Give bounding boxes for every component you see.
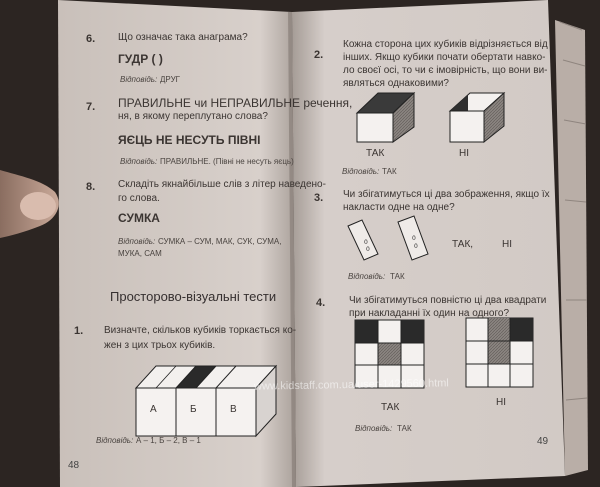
- q4-number: 4.: [316, 297, 326, 309]
- q6-number: 6.: [86, 33, 96, 45]
- q3-number: 3.: [314, 192, 324, 204]
- cube-face-a: А: [150, 404, 157, 415]
- q6-anagram: ГУДР ( ): [118, 52, 163, 66]
- section-title: Просторово-візуальні тести: [110, 289, 277, 304]
- q3-line2: накласти одне на одне?: [343, 202, 455, 213]
- q4-right-label: НІ: [496, 397, 506, 408]
- q7-answer-label: Відповідь:: [120, 157, 158, 166]
- q8-answer-label: Відповідь:: [118, 237, 156, 246]
- q2-right-label: НІ: [459, 148, 469, 159]
- q4-answer-label: Відповідь:: [355, 424, 393, 433]
- svg-text:0: 0: [366, 246, 370, 253]
- q8-line1: Складіть якнайбільше слів з літер наведено-: [118, 179, 326, 190]
- q7-phrase: ЯЄЦЬ НЕ НЕСУТЬ ПІВНІ: [118, 133, 261, 147]
- q1-line1: Визначте, скільков кубиків торкається ко-: [104, 325, 297, 336]
- q3-answer-label: Відповідь:: [348, 272, 386, 281]
- q2-line1: Кожна сторона цих кубиків відрізняється від: [343, 39, 548, 50]
- q3-answer: ТАК: [390, 272, 405, 281]
- q3-line1: Чи збігатимуться ці два зображення, якщо їх: [343, 189, 550, 200]
- q2-line2: інших. Якщо кубики почати обертати навко-: [343, 52, 546, 63]
- q3-choice-no: НІ: [502, 239, 512, 250]
- q7-line1: ПРАВИЛЬНЕ чи НЕПРАВИЛЬНЕ речення,: [118, 96, 353, 110]
- q1-answer-label: Відповідь:: [96, 436, 134, 445]
- q2-number: 2.: [314, 49, 324, 61]
- q7-line2: ня, в якому переплутано слова?: [118, 111, 268, 122]
- thumbnail-nail: [20, 192, 56, 220]
- q2-answer: ТАК: [382, 167, 397, 176]
- q2-line4: являться однаковими?: [343, 78, 449, 89]
- q7-answer: ПРАВИЛЬНЕ. (Півні не несуть яєць): [160, 157, 294, 166]
- q1-number: 1.: [74, 325, 84, 337]
- svg-text:0: 0: [412, 235, 416, 242]
- cube-face-b: Б: [190, 404, 197, 415]
- q2-line3: ло своєї осі, то чи є імовірність, що вони ви-: [343, 65, 548, 76]
- svg-text:0: 0: [414, 243, 418, 250]
- q6-answer: ДРУГ: [160, 75, 180, 84]
- q1-answer: А – 1, Б – 2, В – 1: [136, 436, 201, 445]
- q4-left-label: ТАК: [381, 402, 400, 413]
- q6-answer-label: Відповідь:: [120, 75, 158, 84]
- q8-answer-line2: МУКА, САМ: [118, 249, 162, 258]
- svg-text:0: 0: [364, 239, 368, 246]
- q2-answer-label: Відповідь:: [342, 167, 380, 176]
- watermark: www.kidstaff.com.ua/user-1429560.html: [253, 377, 449, 393]
- q4-grid-right: [466, 318, 533, 387]
- q2-left-label: ТАК: [366, 148, 385, 159]
- page-number-right: 49: [537, 436, 549, 447]
- q6-text: Що означає така анаграма?: [118, 32, 248, 43]
- q8-number: 8.: [86, 181, 96, 193]
- page-number-left: 48: [68, 460, 80, 471]
- q8-answer-line1: СУМКА – СУМ, МАК, СУК, СУМА,: [158, 237, 282, 246]
- q1-line2: жен з цих трьох кубиків.: [104, 340, 216, 351]
- q4-line2: при накладанні їх один на одного?: [349, 308, 510, 319]
- cube-face-c: В: [230, 404, 237, 415]
- q3-choice-yes: ТАК,: [452, 239, 474, 250]
- q1-cubes-figure: [136, 366, 276, 436]
- q8-line2: го слова.: [118, 193, 160, 204]
- q4-line1: Чи збігатимуться повністю ці два квадрати: [349, 295, 547, 306]
- q7-number: 7.: [86, 101, 96, 113]
- q8-word: СУМКА: [118, 211, 160, 225]
- q4-answer: ТАК: [397, 424, 412, 433]
